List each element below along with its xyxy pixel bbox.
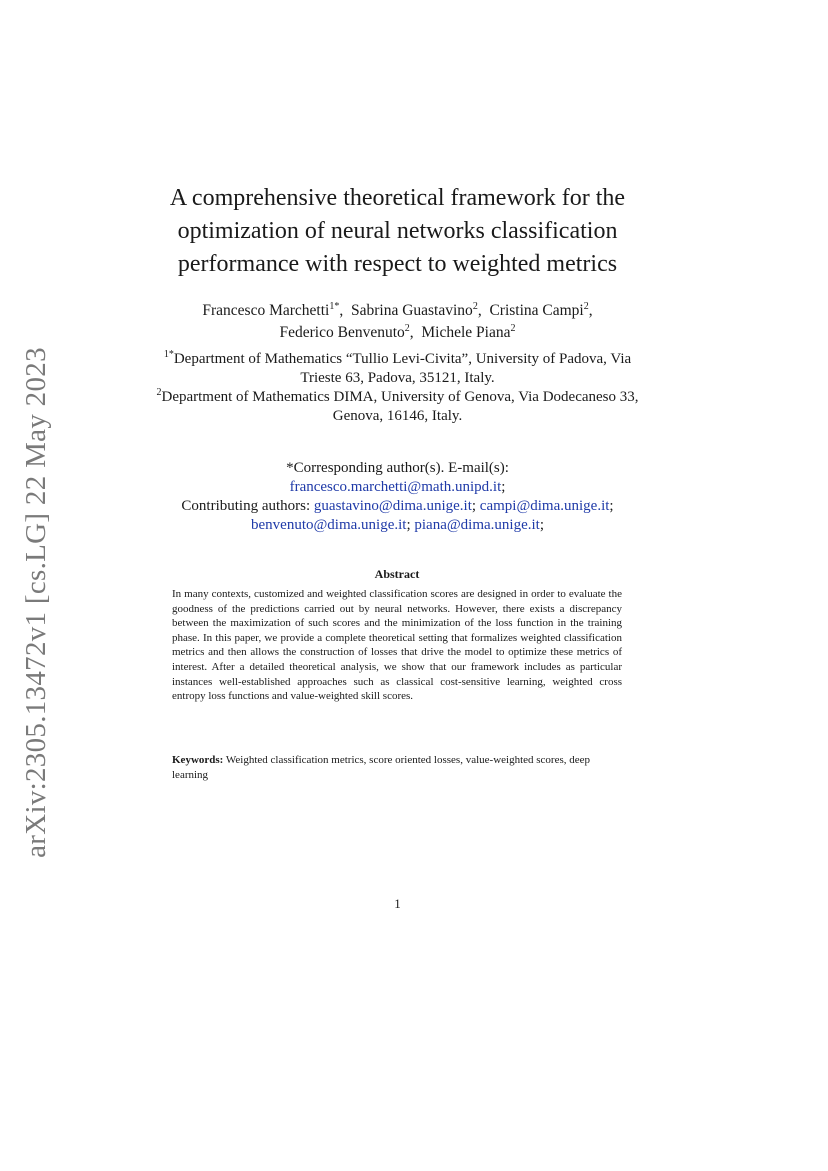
email-link[interactable]: campi@dima.unige.it <box>479 498 610 514</box>
email-separator: ; <box>501 479 506 495</box>
affiliation-text: Department of Mathematics DIMA, University of Genova, Via Dodecaneso 33, Genova, 16146, Italy. <box>161 389 639 424</box>
affiliation-list <box>150 350 645 426</box>
affiliation-item <box>150 388 645 426</box>
author-name: Cristina Campi <box>489 302 584 319</box>
author-item: Sabrina Guastavino$^2$, <box>350 301 482 319</box>
author-affiliation-mark: 2 <box>583 301 589 312</box>
abstract-text: In many contexts, customized and weighted classification scores are designed in order to evaluate the goodness of the predictions carried out by neural networks. However, there exists a discrepancy between the maximization of such scores and the minimization of the loss function in the training phase. In this paper, we provide a complete theoretical setting that formalizes weighted classification metrics and then allows the construction of losses that drive the model to optimize these metrics of interest. After a detailed theoretical analysis, we show that our framework includes as particular instances well-established approaches such as classical cost-sensitive learning, weighted cross entropy loss functions and value-weighted skill scores. <box>172 588 622 703</box>
corresponding-author-label: *Corresponding author(s). E-mail(s): <box>286 460 509 476</box>
author-affiliation-mark: 1* <box>329 301 340 312</box>
keywords-line <box>172 753 622 782</box>
contributing-emails-line <box>120 497 675 516</box>
author-name: Sabrina Guastavino <box>350 302 473 319</box>
affiliation-mark: 2 <box>156 387 162 398</box>
email-link[interactable]: francesco.marchetti@math.unipd.it <box>289 479 502 495</box>
contributing-emails-line <box>120 516 675 535</box>
author-item: Federico Benvenuto$^2$, <box>279 323 414 341</box>
affiliation-text: Department of Mathematics “Tullio Levi-Civita”, University of Padova, Via Trieste 63, Padova, 35121, Italy. <box>173 351 632 386</box>
contributing-authors-label: Contributing authors: <box>181 498 311 514</box>
author-name: Michele Piana <box>421 324 511 341</box>
author-affiliation-mark: 2 <box>510 323 516 334</box>
arxiv-identifier-text: arXiv:2305.13472v1 [cs.LG] 22 May 2023 <box>19 346 52 858</box>
author-item: Cristina Campi$^2$, <box>489 301 593 319</box>
keywords-text: Weighted classification metrics, score oriented losses, value-weighted scores, deep learning <box>172 754 591 781</box>
affiliation-item <box>150 350 645 388</box>
corresponding-email-line <box>120 478 675 497</box>
email-link[interactable]: piana@dima.unige.it <box>414 517 540 533</box>
author-affiliation-mark: 2 <box>404 323 410 334</box>
correspondence-block <box>120 459 675 535</box>
email-link[interactable]: benvenuto@dima.unige.it <box>251 517 407 533</box>
affiliation-mark: 1* <box>163 349 174 360</box>
email-separator: ; <box>471 498 477 514</box>
author-item: Francesco Marchetti$^{1*}$, <box>202 301 344 319</box>
arxiv-identifier-stamp <box>12 346 60 858</box>
page-number: 1 <box>394 896 401 911</box>
author-name: Federico Benvenuto <box>279 324 405 341</box>
abstract-heading: Abstract <box>374 567 420 581</box>
author-name: Francesco Marchetti <box>202 302 330 319</box>
email-link[interactable]: guastavino@dima.unige.it <box>313 498 472 514</box>
keywords-label: Keywords: <box>172 754 224 766</box>
email-separator: ; <box>609 498 614 514</box>
email-separator: ; <box>406 517 411 533</box>
paper-title: A comprehensive theoretical framework for the optimization of neural networks classification performance with respect to weighted metrics <box>169 185 626 277</box>
author-item <box>421 324 515 341</box>
author-list <box>140 300 655 344</box>
author-affiliation-mark: 2 <box>472 301 478 312</box>
email-separator: ; <box>539 517 544 533</box>
